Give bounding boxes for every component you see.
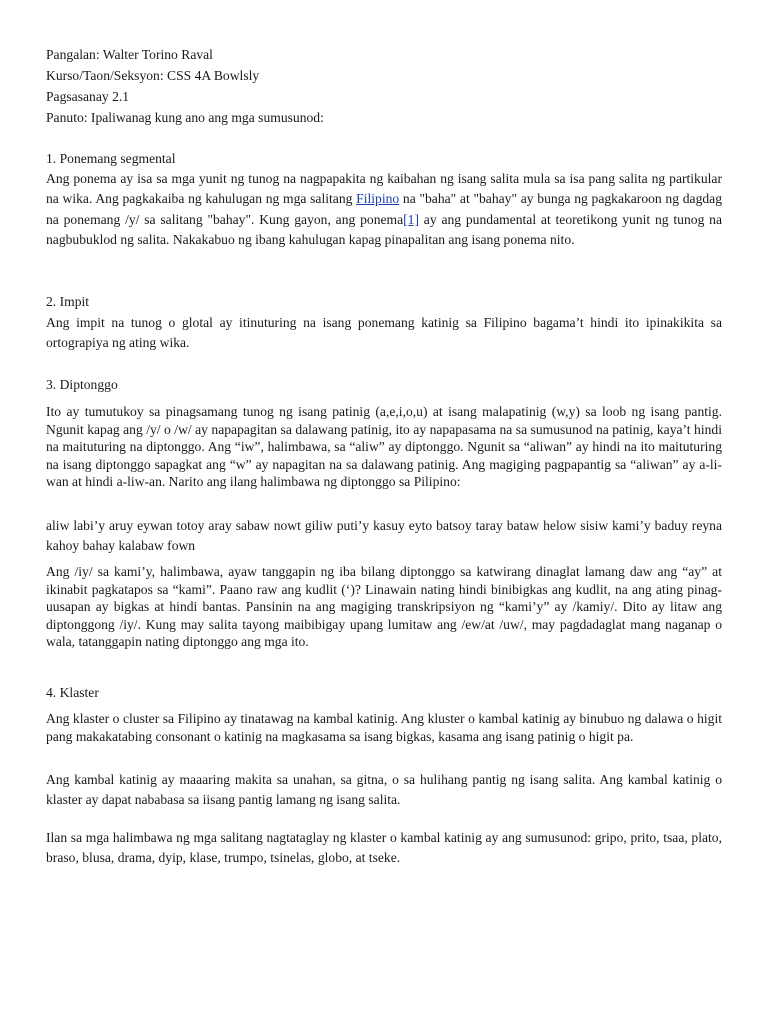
paragraph-text: Ang ponema ay isa sa mga yunit ng tunog na nagpapakita ng kaibahan ng isang salita mula sa isa pang salita ng partikular na wika. Ang pagkakaiba ng kahulugan ng mga salitang <box>46 171 722 207</box>
paragraph-ponemang-segmental <box>46 169 722 251</box>
exercise-title: Pagsasanay 2.1 <box>46 89 130 104</box>
paragraph-text: na "baha" at "bahay" ay bunga ng pagkakaroon ng dagdag na ponemang /y/ sa salitang "bahay". Kung gayon, ang ponema <box>46 191 723 227</box>
paragraph-klaster-definition: Ang klaster o cluster sa Filipino ay tinatawag na kambal katinig. Ang kluster o kambal katinig ay binubuo ng dalawa o higit pang makakatabing consonant o katinig na magkasama sa isang bigkas, kasama ang isang patinig o higit pa. <box>46 711 722 744</box>
section-heading-impit: 2. Impit <box>46 294 90 309</box>
paragraph-diptonggo-explanation: Ang /iy/ sa kami’y, halimbawa, ayaw tanggapin ng iba bilang diptonggo sa katwirang dinaglat lamang daw ang “ay” at ikinabit pagkatapos sa “kami”. Paano raw ang kudlit (‘)? Linawain nating hindi binibigkas ang kudlit, na ang ating pinag-uusapan ay bigkas at hindi bantas. Pansinin na ang magiging transkripsiyon ng “kami’y” ay /kamiy/. Dito ay litaw ang diptonggong /iy/. Kung may salita tayong maibibigay upang lumitaw ang /ew/at /uw/, may pagdadaglat mang naganap o wala, tatanggapin nating diptonggo ang mga ito. <box>46 564 722 650</box>
paragraph-klaster-position: Ang kambal katinig ay maaaring makita sa unahan, sa gitna, o sa hulihang pantig ng isang salita. Ang kambal katinig o klaster ay dapat nababasa sa iisang pantig lamang ng isang salita. <box>46 772 722 808</box>
paragraph-klaster-examples: Ilan sa mga halimbawa ng mga salitang nagtataglay ng klaster o kambal katinig ay ang sumusunod: gripo, prito, tsaa, plato, braso, blusa, drama, dyip, klase, trumpo, tsinelas, globo, at tseke. <box>46 830 722 866</box>
footnote-link[interactable]: [1] <box>403 211 419 227</box>
section-heading-ponemang-segmental: 1. Ponemang segmental <box>46 151 176 166</box>
paragraph-diptonggo-examples: aliw labi’y aruy eywan totoy aray sabaw nowt giliw puti’y kasuy eyto batsoy taray bataw helow sisiw kami’y baduy reyna kahoy bahay kalabaw fown <box>46 518 722 554</box>
paragraph-diptonggo-definition: Ito ay tumutukoy sa pinagsamang tunog ng isang patinig (a,e,i,o,u) at isang malapatinig (w,y) sa loob ng isang pantig. Ngunit kapag ang /y/ o /w/ ay napapagitan sa dalawang patinig, ito ay napapasama na sa sumusunod na patinig, kaya’t hindi na maituturing na diptonggo. Ang “iw”, halimbawa, sa “aliw” ay diptonggo. Ngunit sa “aliwan” ay hindi na ito maituturing na isang diptonggo sapagkat ang “w” ay napagitan na sa dalawang patinig. Ang magiging pagpapantig sa “aliwan” ay a-li-wan at hindi a-liw-an. Narito ang ilang halimbawa ng diptonggo sa Pilipino: <box>46 404 722 490</box>
course-section: Kurso/Taon/Seksyon: CSS 4A Bowlsly <box>46 68 260 83</box>
section-heading-diptonggo: 3. Diptonggo <box>46 377 118 392</box>
section-heading-klaster: 4. Klaster <box>46 685 99 700</box>
filipino-link[interactable]: Filipino <box>356 191 400 207</box>
instructions: Panuto: Ipaliwanag kung ano ang mga sumusunod: <box>46 110 324 125</box>
paragraph-impit: Ang impit na tunog o glotal ay itinuturing na isang ponemang katinig sa Filipino bagama’t hindi ito ipinakikita sa ortograpiya ng ating wika. <box>46 315 722 351</box>
paragraph-text: ay ang pundamental at teoretikong yunit ng tunog na nagbubuklod ng salita. Nakakabuo ng ibang kahulugan kapag pinapalitan ang isang ponema nito. <box>46 211 723 248</box>
student-name: Pangalan: Walter Torino Raval <box>46 47 213 62</box>
